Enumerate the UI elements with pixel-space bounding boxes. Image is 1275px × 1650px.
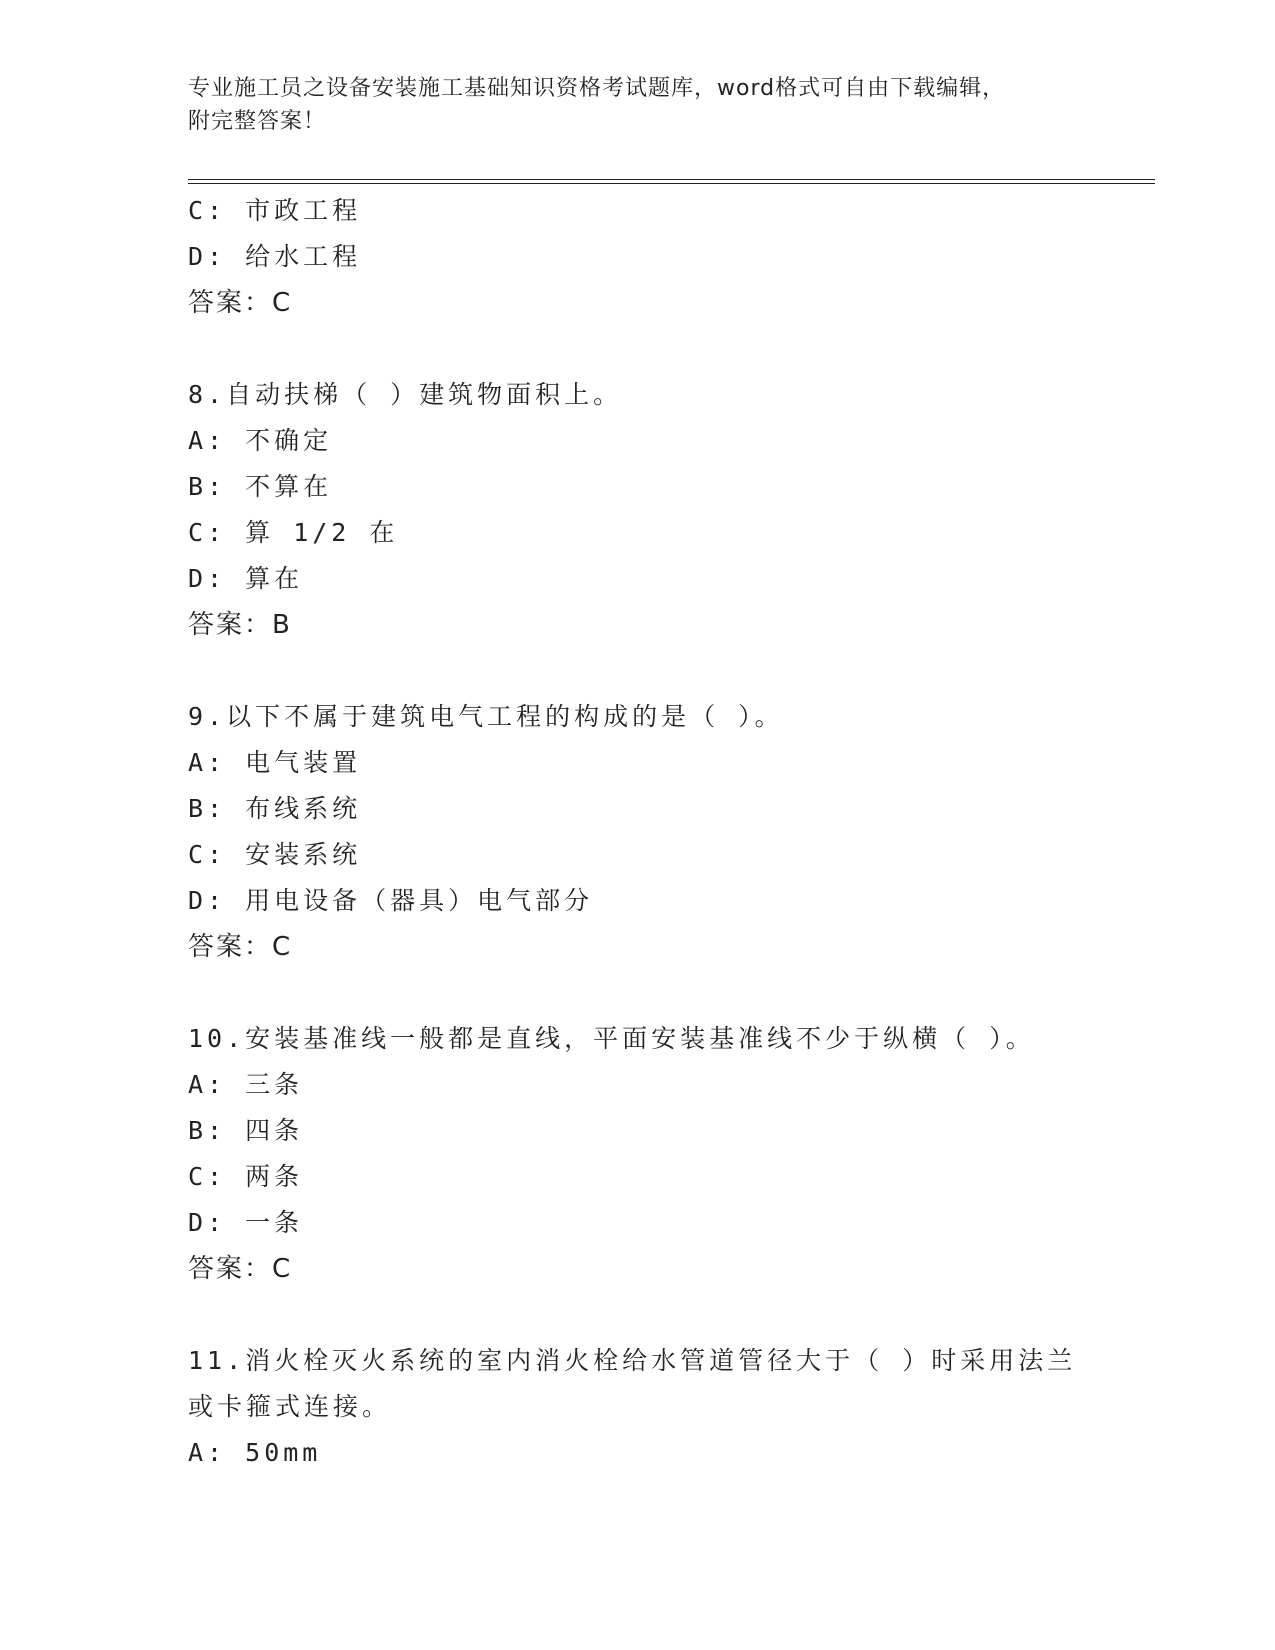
option-d: D: 给水工程 (188, 242, 362, 271)
option-b: B: 不算在 (188, 472, 333, 501)
spacer (188, 970, 1088, 1016)
spacer (188, 648, 1088, 694)
answer-line: 答案：C (188, 288, 293, 318)
question-9 (188, 694, 1088, 970)
document-header (188, 72, 1088, 138)
option-a: A: 电气装置 (188, 748, 362, 777)
header-divider-bottom (188, 183, 1155, 184)
header-line-1: 专业施工员之设备安装施工基础知识资格考试题库，word格式可自由下载编辑， (188, 76, 1006, 101)
option-d: D: 算在 (188, 564, 304, 593)
question-7-continued (188, 188, 1088, 326)
header-divider-top (188, 179, 1155, 180)
question-text-line-1: 11.消火栓灭火系统的室内消火栓给水管道管径大于（ ）时采用法兰 (188, 1346, 1077, 1375)
header-line-2: 附完整答案！ (188, 109, 327, 134)
question-11 (188, 1338, 1088, 1476)
option-c: C: 安装系统 (188, 840, 362, 869)
option-b: B: 四条 (188, 1116, 304, 1145)
question-text: 10.安装基准线一般都是直线，平面安装基准线不少于纵横（ ）。 (188, 1024, 1035, 1053)
question-list (188, 188, 1088, 1476)
option-d: D: 一条 (188, 1208, 304, 1237)
option-a: A: 50mm (188, 1438, 322, 1467)
option-a: A: 三条 (188, 1070, 304, 1099)
spacer (188, 326, 1088, 372)
spacer (188, 1292, 1088, 1338)
question-10 (188, 1016, 1088, 1292)
answer-line: 答案：C (188, 1254, 293, 1284)
option-d: D: 用电设备（器具）电气部分 (188, 886, 594, 915)
option-c: C: 两条 (188, 1162, 304, 1191)
question-8 (188, 372, 1088, 648)
option-c: C: 市政工程 (188, 196, 362, 225)
question-text-line-2: 或卡箍式连接。 (188, 1392, 392, 1421)
answer-line: 答案：B (188, 610, 292, 640)
option-c: C: 算 1/2 在 (188, 518, 399, 547)
option-a: A: 不确定 (188, 426, 333, 455)
answer-line: 答案：C (188, 932, 293, 962)
option-b: B: 布线系统 (188, 794, 362, 823)
question-text: 9.以下不属于建筑电气工程的构成的是（ ）。 (188, 702, 784, 731)
question-text: 8.自动扶梯（ ）建筑物面积上。 (188, 380, 623, 409)
